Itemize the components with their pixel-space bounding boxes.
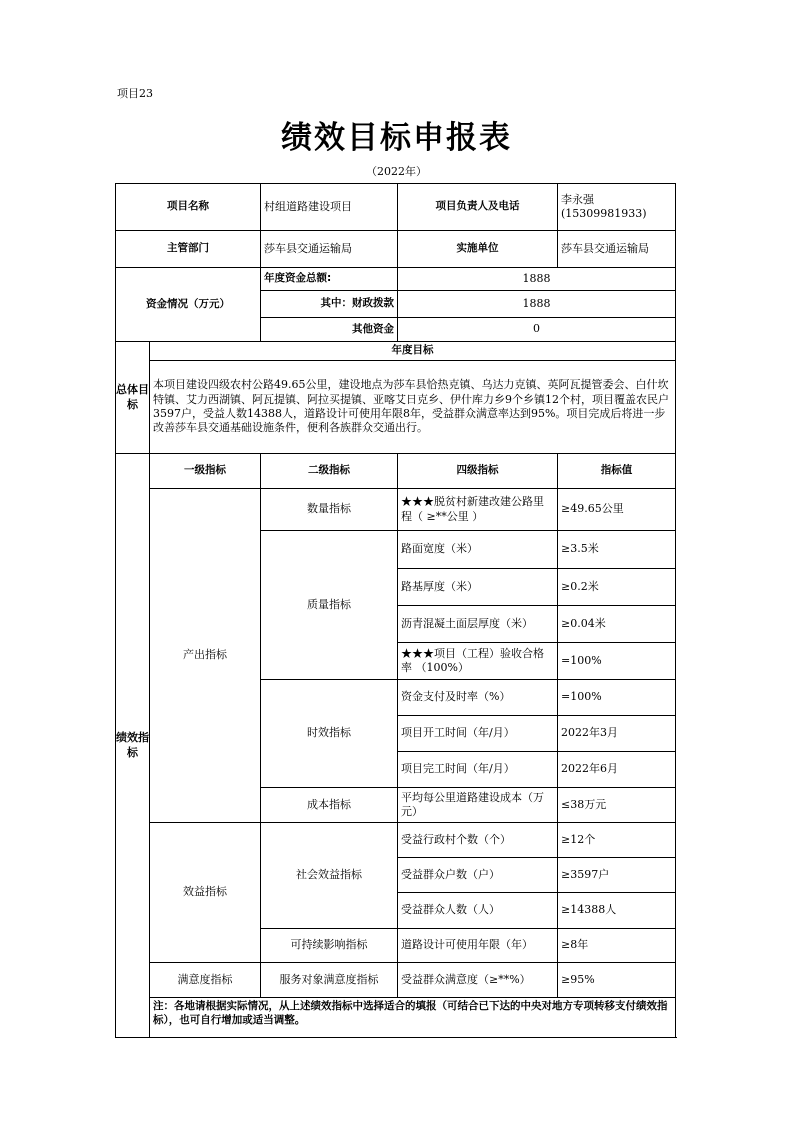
indicator-name: 受益群众满意度（≥**%）: [398, 963, 558, 998]
level1-satisfaction: 满意度指标: [150, 963, 261, 998]
project-name-label: 项目名称: [116, 184, 261, 231]
header-level4: 四级指标: [398, 454, 558, 489]
indicator-value: ≥3597户: [558, 858, 676, 893]
other-funds-label: 其他资金: [261, 318, 398, 342]
annual-total-label: 年度资金总额:: [261, 268, 398, 291]
department-value: 莎车县交通运输局: [261, 231, 398, 268]
indicator-name: 平均每公里道路建设成本（万元）: [398, 788, 558, 823]
implementing-unit-label: 实施单位: [398, 231, 558, 268]
indicator-name: 道路设计可使用年限（年）: [398, 929, 558, 963]
implementing-unit-value: 莎车县交通运输局: [558, 231, 676, 268]
level2-service-satisfaction: 服务对象满意度指标: [261, 963, 398, 998]
indicator-name: 受益行政村个数（个）: [398, 823, 558, 858]
indicator-name: 项目完工时间（年/月）: [398, 752, 558, 788]
level1-output: 产出指标: [150, 489, 261, 823]
indicator-name: 路面宽度（米）: [398, 531, 558, 569]
indicator-value: ≥12个: [558, 823, 676, 858]
performance-goal-table: [115, 183, 676, 1038]
indicator-name: 受益群众人数（人）: [398, 893, 558, 929]
indicator-name: ★★★脱贫村新建改建公路里程（ ≥**公里 ）: [398, 489, 558, 531]
header-level1: 一级指标: [150, 454, 261, 489]
indicator-value: ≥95%: [558, 963, 676, 998]
level2-cost: 成本指标: [261, 788, 398, 823]
department-label: 主管部门: [116, 231, 261, 268]
indicator-value: ≥14388人: [558, 893, 676, 929]
annual-goal-header: 年度目标: [150, 342, 676, 361]
indicator-value: ≤38万元: [558, 788, 676, 823]
page-title: 绩效目标申报表: [281, 120, 512, 156]
overall-goal-label: 总体目标: [116, 342, 150, 454]
indicator-name: 受益群众户数（户）: [398, 858, 558, 893]
project-leader-value: 李永强(15309981933): [558, 184, 676, 231]
annual-total-value: 1888: [398, 268, 676, 291]
performance-indicators-label: 绩效指标: [116, 454, 150, 1038]
indicator-name: 沥青混凝土面层厚度（米）: [398, 606, 558, 643]
header-level2: 二级指标: [261, 454, 398, 489]
level2-sustainability: 可持续影响指标: [261, 929, 398, 963]
header-value: 指标值: [558, 454, 676, 489]
level2-social: 社会效益指标: [261, 823, 398, 929]
project-name-value: 村组道路建设项目: [261, 184, 398, 231]
indicator-value: ≥3.5米: [558, 531, 676, 569]
level1-benefit: 效益指标: [150, 823, 261, 963]
indicator-value: =100%: [558, 643, 676, 680]
report-year: （2022年）: [366, 165, 427, 178]
level2-timeliness: 时效指标: [261, 680, 398, 788]
indicator-name: 资金支付及时率（%）: [398, 680, 558, 716]
annual-goal-text: 本项目建设四级农村公路49.65公里，建设地点为莎车县恰热克镇、乌达力克镇、英阿瓦提管委会、白什坎特镇、艾力西湖镇、阿瓦提镇、阿拉买提镇、亚喀艾日克乡、伊什库力乡9个乡镇12个村，项目覆盖农民户3597户，受益人数14388人，道路设计可使用年限8年，受益群众满意率达到95%。项目完成后将进一步改善莎车县交通基础设施条件，便利各族群众交通出行。: [150, 361, 676, 454]
indicator-value: ≥0.04米: [558, 606, 676, 643]
other-funds-value: 0: [398, 318, 676, 342]
level2-quality: 质量指标: [261, 531, 398, 680]
indicator-value: ≥8年: [558, 929, 676, 963]
fiscal-funds-value: 1888: [398, 291, 676, 318]
footnote: 注：各地请根据实际情况，从上述绩效指标中选择适合的填报（可结合已下达的中央对地方专项转移支付绩效指标），也可自行增加或适当调整。: [150, 998, 676, 1038]
funds-label: 资金情况（万元）: [116, 268, 261, 342]
fiscal-funds-label: 其中：财政拨款: [261, 291, 398, 318]
indicator-name: 路基厚度（米）: [398, 569, 558, 606]
level2-quantity: 数量指标: [261, 489, 398, 531]
indicator-name: 项目开工时间（年/月）: [398, 716, 558, 752]
indicator-value: 2022年3月: [558, 716, 676, 752]
indicator-value: 2022年6月: [558, 752, 676, 788]
project-number: 项目23: [117, 87, 153, 100]
indicator-value: =100%: [558, 680, 676, 716]
indicator-name: ★★★项目（工程）验收合格率 （100%）: [398, 643, 558, 680]
indicator-value: ≥0.2米: [558, 569, 676, 606]
project-leader-label: 项目负责人及电话: [398, 184, 558, 231]
indicator-value: ≥49.65公里: [558, 489, 676, 531]
